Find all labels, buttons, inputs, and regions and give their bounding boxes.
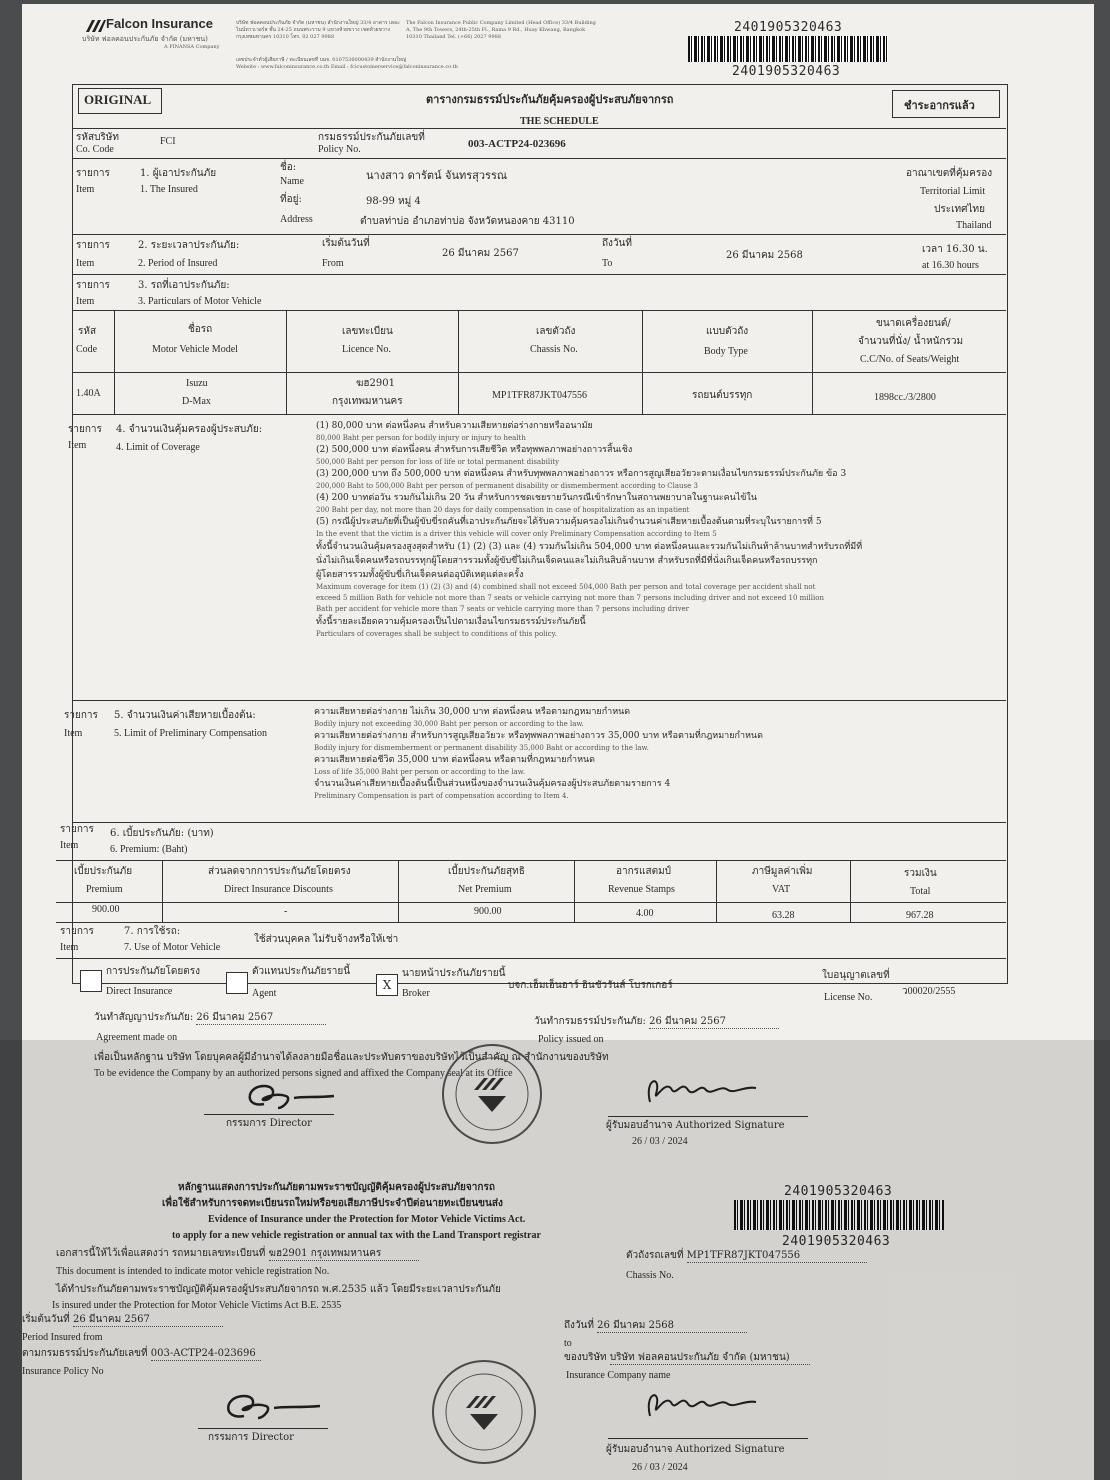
preliminary-line: Bodily injury for dismemberment or permanent disability 35,000 Baht or according to the law. xyxy=(314,744,649,752)
company-name: บริษัท ฟอลคอนประกันภัย จำกัด (มหาชน) xyxy=(610,1352,810,1365)
company-address-en: The Falcon Insurance Public Company Limited (Head Office) 33/4 Building A, The 9th Towers, 24th-25th Fl., Rama 9 Rd., Huay Khwang, Bangkok 10310 Thailand Tel. (+66) 2027 9988 xyxy=(406,20,596,40)
preliminary-line: ความเสียหายต่อชีวิต 35,000 บาท ต่อหนึ่งคน หรือตามที่กฎหมายกำหนด xyxy=(314,755,596,765)
vat-header-th: ภาษีมูลค่าเพิ่ม xyxy=(752,866,813,877)
vat-header-en: VAT xyxy=(772,884,791,895)
agreement-made-date: 26 มีนาคม 2567 xyxy=(196,1012,326,1025)
coverage-line: ทั้งนี้รายละเอียดความคุ้มครองเป็นไปตามเงื่อนไขกรมธรรม์ประกันภัยนี้ xyxy=(316,617,586,627)
from-label-th: เริ่มต้นวันที่ xyxy=(322,238,370,249)
name-label-th: ชื่อ: xyxy=(280,162,297,173)
vat-value: 63.28 xyxy=(772,910,795,921)
premium-header-th: เบี้ยประกันภัย xyxy=(74,866,133,877)
evidence-text-en: To be evidence the Company by an authorized persons signed and affixed the Company seal at its Office xyxy=(94,1068,513,1079)
divider xyxy=(56,922,1006,923)
item6-title-th: 6. เบี้ยประกันภัย: (บาท) xyxy=(110,828,214,839)
time-en: at 16.30 hours xyxy=(922,260,979,271)
divider xyxy=(56,902,1006,903)
preliminary-list xyxy=(314,706,974,802)
time-th: เวลา 16.30 น. xyxy=(922,244,988,255)
item2-title-th: 2. ระยะเวลาประกันภัย: xyxy=(138,240,240,251)
preliminary-line: Loss of life 35,000 Baht per person or according to the law. xyxy=(314,768,526,776)
to-date: 26 มีนาคม 2568 xyxy=(726,250,803,261)
coverage-line: exceed 5 million Bath for vehicle not more than 7 seats or vehicle carrying not more than 7 persons including driver and not exceed 10 million xyxy=(316,594,824,602)
item6-label-th: รายการ xyxy=(60,824,94,835)
divider xyxy=(56,860,1006,861)
vehicle-model-1: Isuzu xyxy=(186,378,208,389)
coverage-line: (3) 200,000 บาท ถึง 500,000 บาท ต่อหนึ่งคน สำหรับทุพพลภาพอย่างถาวร หรือการสูญเสียอวัยวะตามเงื่อนไขกรมธรรม์ประกันภัย ข้อ 3 xyxy=(316,469,847,479)
vehicle-model-2: D-Max xyxy=(182,396,211,407)
discount-header-th: ส่วนลดจากการประกันภัยโดยตรง xyxy=(208,866,351,877)
chassis-line-en: Chassis No. xyxy=(626,1270,674,1281)
name-label-en: Name xyxy=(280,176,304,187)
sig-year: 2024 xyxy=(667,1462,688,1473)
coverage-line: (4) 200 บาทต่อวัน รวมกันไม่เกิน 20 วัน สำหรับการชดเชยรายวันกรณีเข้ารักษาในสถานพยาบาลในฐานะคนไข้ใน xyxy=(316,493,757,503)
direct-insurance-en: Direct Insurance xyxy=(106,986,173,997)
signature-line xyxy=(608,1116,808,1117)
company-seal-icon xyxy=(442,1044,542,1144)
territory-label-th: อาณาเขตที่คุ้มครอง xyxy=(906,168,993,179)
divider xyxy=(72,274,1006,275)
chassis-value: MP1TFR87JKT047556 xyxy=(687,1250,867,1263)
premium-header-en: Premium xyxy=(86,884,123,895)
item2-title-en: 2. Period of Insured xyxy=(138,258,218,269)
period-from-en: Period Insured from xyxy=(22,1332,103,1343)
total-header-en: Total xyxy=(910,886,931,897)
address-label-th: ที่อยู่: xyxy=(280,194,302,205)
policy-issued-en: Policy issued on xyxy=(538,1034,604,1045)
address-line-1: 98-99 หมู่ 4 xyxy=(366,196,421,207)
policy-no-label-th: กรมธรรม์ประกันภัยเลขที่ xyxy=(318,132,425,143)
item7-label-en: Item xyxy=(60,942,79,953)
divider xyxy=(574,860,575,922)
item2-label-en: Item xyxy=(76,258,95,269)
license-number: ว00020/2555 xyxy=(902,986,956,997)
company-website: Website : www.falconinsurance.co.th Email : fcicustomerservice@falconinsurance.co.th xyxy=(236,64,458,70)
divider xyxy=(162,860,163,922)
evidence-title-4: to apply for a new vehicle registration or annual tax with the Land Transport registrar xyxy=(172,1230,541,1241)
vehicle-cc: 1898cc./3/2800 xyxy=(874,392,936,403)
coverage-line: 200 Baht per day, not more than 20 days for daily compensation in case of hospitalization as an inpatient xyxy=(316,506,690,514)
license-label-th: ใบอนุญาตเลขที่ xyxy=(822,970,890,981)
barcode-number-bottom: 2401905320463 xyxy=(732,64,841,79)
coverage-line: Maximum coverage for item (1) (2) (3) and (4) combined shall not exceed 504,000 Bath per person and total coverage per accident shall not xyxy=(316,583,816,591)
coverage-line: Particulars of coverages shall be subject to conditions of this policy. xyxy=(316,630,557,638)
item5-title-en: 5. Limit of Preliminary Compensation xyxy=(114,728,268,739)
policy-no-line-th xyxy=(22,1348,261,1361)
logo-sub2: A FINANSA Company xyxy=(164,44,220,50)
item4-label-en: Item xyxy=(68,440,87,451)
divider xyxy=(72,822,1006,823)
broker-name: บจก.เอ็มเอ็นอาร์ อินชัวรันส์ โบรกเกอร์ xyxy=(508,980,673,991)
schedule-title-th: ตารางกรมธรรม์ประกันภัยคุ้มครองผู้ประสบภัยจากรถ xyxy=(426,93,674,106)
company-address-th: บริษัท ฟอลคอนประกันภัย จำกัด (มหาชน) สำนักงานใหญ่ 33/4 อาคาร เดอะไนน์ทาวเวอร์ส ชั้น 24-25 ถนนพระราม 9 แขวงห้วยขวาง เขตห้วยขวาง กรุงเทพมหานคร 10310 โทร. 02 027 9988 xyxy=(236,20,400,40)
divider xyxy=(850,860,851,922)
period-to-en: to xyxy=(564,1338,572,1349)
sig-day: 26 xyxy=(632,1462,642,1473)
coverage-line: In the event that the victim is a driver this vehicle will cover only Preliminary Compensation according to Item 5 xyxy=(316,530,717,538)
item6-title-en: 6. Premium: (Baht) xyxy=(110,844,188,855)
agent-th: ตัวแทนประกันภัยรายนี้ xyxy=(252,966,351,977)
stamps-header-en: Revenue Stamps xyxy=(608,884,675,895)
item5-label-en: Item xyxy=(64,728,83,739)
col-code-th: รหัส xyxy=(78,326,97,337)
item1-title-en: 1. The Insured xyxy=(140,184,198,195)
chassis-label: ตัวถังรถเลขที่ xyxy=(626,1250,684,1261)
barcode-number-evidence-top: 2401905320463 xyxy=(784,1184,893,1199)
col-model-th: ชื่อรถ xyxy=(188,324,213,335)
license-label-en: License No. xyxy=(824,992,873,1003)
co-code-label-th: รหัสบริษัท xyxy=(76,132,119,143)
total-header-th: รวมเงิน xyxy=(904,868,937,879)
address-line-2: ตำบลท่าบ่อ อำเภอท่าบ่อ จังหวัดหนองคาย 43110 xyxy=(360,216,575,227)
director-label: กรรมการ Director xyxy=(226,1118,312,1129)
reg-line-th xyxy=(56,1248,419,1261)
stamps-value: 4.00 xyxy=(636,908,654,919)
item3-title-en: 3. Particulars of Motor Vehicle xyxy=(138,296,262,307)
agreement-made-en: Agreement made on xyxy=(96,1032,178,1043)
territory-value-en: Thailand xyxy=(956,220,992,231)
agreement-made-th xyxy=(94,1012,326,1025)
sig-day: 26 xyxy=(632,1136,642,1147)
divider xyxy=(114,310,115,414)
divider xyxy=(286,310,287,414)
divider xyxy=(458,310,459,414)
policy-issued-th xyxy=(534,1016,779,1029)
barcode-top xyxy=(688,36,888,62)
reg-label: เอกสารนี้ให้ไว้เพื่อแสดงว่า รถหมายเลขทะเบียนที่ xyxy=(56,1248,266,1259)
col-model-en: Motor Vehicle Model xyxy=(152,344,238,355)
insured-name: นางสาว ดารัตน์ จันทรสุวรรณ xyxy=(366,169,508,182)
divider xyxy=(716,860,717,922)
divider xyxy=(398,860,399,922)
preliminary-line: ความเสียหายต่อร่างกาย สำหรับการสูญเสียอวัยวะ หรือทุพพลภาพอย่างถาวร 35,000 บาท หรือตามที่กฎหมายกำหนด xyxy=(314,731,763,741)
co-code-label-en: Co. Code xyxy=(76,144,114,155)
barcode-evidence xyxy=(734,1200,944,1230)
agent-en: Agent xyxy=(252,988,277,999)
director-signature-icon xyxy=(212,1386,332,1430)
divider xyxy=(72,158,1006,159)
broker-checkbox[interactable]: X xyxy=(376,974,398,996)
from-label-en: From xyxy=(322,258,344,269)
col-body-th: แบบตัวถัง xyxy=(706,326,749,337)
item1-label-en: Item xyxy=(76,184,95,195)
col-cc-th1: ขนาดเครื่องยนต์/ xyxy=(876,318,951,329)
broker-en: Broker xyxy=(402,988,430,999)
direct-insurance-checkbox[interactable] xyxy=(80,970,102,992)
act-line-th: ได้ทำประกันภัยตามพระราชบัญญัติคุ้มครองผู้ประสบภัยจากรถ พ.ศ.2535 แล้ว โดยมีระยะเวลาประกันภัย xyxy=(56,1284,501,1295)
evidence-title-2: เพื่อใช้สำหรับการจดทะเบียนรถใหม่หรือขอเสียภาษีประจำปีต่อนายทะเบียนขนส่ง xyxy=(162,1198,503,1209)
authorized-signature-icon xyxy=(636,1068,766,1112)
coverage-list xyxy=(316,420,976,640)
col-cc-th2: จำนวนที่นั่ง/ น้ำหนักรวม xyxy=(858,336,964,347)
coverage-line: Bath per accident for vehicle more than 7 seats or vehicle carrying more than 7 persons including driver xyxy=(316,605,690,613)
vehicle-chassis: MP1TFR87JKT047556 xyxy=(492,390,588,401)
authorized-label: ผู้รับมอบอำนาจ Authorized Signature xyxy=(606,1120,785,1131)
from-date: 26 มีนาคม 2567 xyxy=(442,248,519,259)
vehicle-licence-2: กรุงเทพมหานคร xyxy=(332,396,403,407)
evidence-text-th: เพื่อเป็นหลักฐาน บริษัท โดยบุคคลผู้มีอำนาจได้ลงลายมือชื่อและประทับตราของบริษัทไว้เป็นสำคัญ ณ สำนักงานของบริษัท xyxy=(94,1052,609,1063)
signature-line xyxy=(204,1114,334,1115)
direct-insurance-th: การประกันภัยโดยตรง xyxy=(106,966,200,977)
coverage-line: 200,000 Baht to 500,000 Baht per person of permanent disability or dismemberment according to Clause 3 xyxy=(316,482,698,490)
company-label: ของบริษัท xyxy=(564,1352,607,1363)
col-licence-en: Licence No. xyxy=(342,344,391,355)
divider xyxy=(642,310,643,414)
barcode-number-evidence-bottom: 2401905320463 xyxy=(782,1234,891,1249)
policy-no-value: 003-ACTP24-023696 xyxy=(468,138,566,150)
vehicle-body: รถยนต์บรรทุก xyxy=(692,390,753,401)
item5-title-th: 5. จำนวนเงินค่าเสียหายเบื้องต้น: xyxy=(114,710,256,721)
evidence-title-3: Evidence of Insurance under the Protection for Motor Vehicle Victims Act. xyxy=(208,1214,526,1225)
policy-document xyxy=(22,4,1094,1480)
address-label-en: Address xyxy=(280,214,313,225)
period-to-label: ถึงวันที่ xyxy=(564,1320,594,1331)
director-signature-icon xyxy=(234,1078,344,1118)
signature-date: 26 / 03 / 2024 xyxy=(632,1136,688,1147)
signature-line xyxy=(608,1438,808,1439)
director-label-2: กรรมการ Director xyxy=(208,1432,294,1443)
item7-title-th: 7. การใช้รถ: xyxy=(124,926,181,937)
vehicle-code: 1.40A xyxy=(76,388,101,399)
territory-value-th: ประเทศไทย xyxy=(934,204,985,215)
item2-label-th: รายการ xyxy=(76,240,110,251)
col-chassis-en: Chassis No. xyxy=(530,344,578,355)
item5-label-th: รายการ xyxy=(64,710,98,721)
divider xyxy=(72,372,1006,373)
item7-title-en: 7. Use of Motor Vehicle xyxy=(124,942,221,953)
net-premium-value: 900.00 xyxy=(474,906,502,917)
item4-title-th: 4. จำนวนเงินคุ้มครองผู้ประสบภัย: xyxy=(116,424,263,435)
period-from-label: เริ่มต้นวันที่ xyxy=(22,1314,70,1325)
item1-title-th: 1. ผู้เอาประกันภัย xyxy=(140,168,217,179)
company-tax: เลขประจำตัวผู้เสียภาษี / ทะเบียนเลขที่ บมจ. 0107536000439 สำนักงานใหญ่ xyxy=(236,57,407,63)
divider xyxy=(56,958,1006,959)
policy-no-label-en: Policy No. xyxy=(318,144,361,155)
to-label-en: To xyxy=(602,258,613,269)
preliminary-line: Bodily injury not exceeding 30,000 Baht per person or according to the law. xyxy=(314,720,584,728)
reg-line-en: This document is intended to indicate motor vehicle registration No. xyxy=(56,1266,330,1277)
item4-label-th: รายการ xyxy=(68,424,102,435)
total-value: 967.28 xyxy=(906,910,934,921)
divider xyxy=(812,310,813,414)
period-to-th xyxy=(564,1320,747,1333)
agent-checkbox[interactable] xyxy=(226,972,248,994)
preliminary-line: จำนวนเงินค่าเสียหายเบื้องต้นนี้เป็นส่วนหนึ่งของจำนวนเงินคุ้มครองผู้ประสบภัยตามรายการ 4 xyxy=(314,779,671,789)
coverage-line: ผู้โดยสารรวมทั้งผู้ขับขี่เกินเจ็ดคนต่ออุบัติเหตุแต่ละครั้ง xyxy=(316,570,524,580)
col-cc-en: C.C/No. of Seats/Weight xyxy=(860,354,960,365)
item3-label-th: รายการ xyxy=(76,280,110,291)
net-premium-header-th: เบี้ยประกันภัยสุทธิ xyxy=(448,866,525,877)
col-licence-th: เลขทะเบียน xyxy=(342,326,393,337)
discount-value: - xyxy=(284,906,288,917)
company-line-th xyxy=(564,1352,810,1365)
sig-month: 03 xyxy=(649,1136,660,1147)
sig-month: 03 xyxy=(649,1462,660,1473)
coverage-line: นั่งไม่เกินเจ็ดคนหรือรถบรรทุกผู้โดยสารรวมทั้งผู้ขับขี่ไม่เกินเจ็ดคนและไม่เกินสิบล้านบาท สำหรับรถที่มีที่นั่งเกินเจ็ดคนหรือรถบรรทุก xyxy=(316,556,818,566)
schedule-title-en: THE SCHEDULE xyxy=(520,116,599,127)
authorized-label-2: ผู้รับมอบอำนาจ Authorized Signature xyxy=(606,1444,785,1455)
signature-date-2: 26 / 03 / 2024 xyxy=(632,1462,688,1473)
col-body-en: Body Type xyxy=(704,346,748,357)
signature-line xyxy=(198,1428,328,1429)
territory-label-en: Territorial Limit xyxy=(920,186,986,197)
evidence-policy-no: 003-ACTP24-023696 xyxy=(151,1348,261,1361)
item3-title-th: 3. รถที่เอาประกันภัย: xyxy=(138,280,230,291)
original-label: ORIGINAL xyxy=(84,92,152,107)
registration-value: ฆฮ2901 กรุงเทพมหานคร xyxy=(269,1248,419,1261)
act-line-en: Is insured under the Protection for Motor Vehicle Victims Act B.E. 2535 xyxy=(52,1300,342,1311)
coverage-line: ทั้งนี้จำนวนเงินคุ้มครองสูงสุดสำหรับ (1) (2) (3) และ (4) รวมกันไม่เกิน 504,000 บาท ต่อหนึ่งคนและรวมกันไม่เกินห้าล้านบาทสำหรับรถที่มีที่ xyxy=(316,542,863,552)
divider xyxy=(72,234,1006,235)
logo-text: Falcon Insurance xyxy=(106,16,213,31)
to-label-th: ถึงวันที่ xyxy=(602,238,632,249)
stamps-header-th: อากรแสตมป์ xyxy=(616,866,672,877)
vehicle-use-value: ใช้ส่วนบุคคล ไม่รับจ้างหรือให้เช่า xyxy=(254,934,399,945)
evidence-policy-label: ตามกรมธรรม์ประกันภัยเลขที่ xyxy=(22,1348,148,1359)
item6-label-en: Item xyxy=(60,840,79,851)
chassis-line-th xyxy=(626,1250,867,1263)
premium-value: 900.00 xyxy=(92,904,120,915)
period-from-date: 26 มีนาคม 2567 xyxy=(73,1314,223,1327)
period-from-th xyxy=(22,1314,223,1327)
net-premium-header-en: Net Premium xyxy=(458,884,512,895)
item3-label-en: Item xyxy=(76,296,95,307)
divider xyxy=(72,414,1006,415)
divider xyxy=(72,310,1006,311)
item7-label-th: รายการ xyxy=(60,926,94,937)
stamp-paid: ชำระอากรแล้ว xyxy=(904,99,975,112)
co-code-value: FCI xyxy=(160,136,176,147)
coverage-line: (1) 80,000 บาท ต่อหนึ่งคน สำหรับความเสียหายต่อร่างกายหรืออนามัย xyxy=(316,421,593,431)
item1-label-th: รายการ xyxy=(76,168,110,179)
authorized-signature-icon xyxy=(636,1382,766,1426)
evidence-title-1: หลักฐานแสดงการประกันภัยตามพระราชบัญญัติคุ้มครองผู้ประสบภัยจากรถ xyxy=(178,1182,495,1193)
vehicle-licence-1: ฆฮ2901 xyxy=(356,378,395,389)
logo-sub: บริษัท ฟอลคอนประกันภัย จำกัด (มหาชน) xyxy=(82,35,208,43)
company-seal-icon xyxy=(432,1360,536,1464)
discount-header-en: Direct Insurance Discounts xyxy=(224,884,333,895)
coverage-line: (5) กรณีผู้ประสบภัยที่เป็นผู้ขับขี่รถคันที่เอาประกันภัยจะได้รับความคุ้มครองไม่เกินจำนวนค่าเสียหายเบื้องต้นตามที่ระบุในรายการที่ 5 xyxy=(316,517,822,527)
company-line-en: Insurance Company name xyxy=(566,1370,671,1381)
policy-issued-date: 26 มีนาคม 2567 xyxy=(649,1016,779,1029)
coverage-line: (2) 500,000 บาท ต่อหนึ่งคน สำหรับการเสียชีวิต หรือทุพพลภาพอย่างถาวรสิ้นเชิง xyxy=(316,445,633,455)
item4-title-en: 4. Limit of Coverage xyxy=(116,442,200,453)
policy-issued-label: วันทำกรมธรรม์ประกันภัย: xyxy=(534,1016,646,1027)
divider xyxy=(72,700,1006,701)
col-chassis-th: เลขตัวถัง xyxy=(536,326,576,337)
sig-year: 2024 xyxy=(667,1136,688,1147)
coverage-line: 500,000 Baht per person for loss of life or total permanent disability xyxy=(316,458,560,466)
broker-th: นายหน้าประกันภัยรายนี้ xyxy=(402,968,506,979)
agreement-made-label: วันทำสัญญาประกันภัย: xyxy=(94,1012,194,1023)
coverage-line: 80,000 Baht per person for bodily injury or injury to health xyxy=(316,434,526,442)
preliminary-line: Preliminary Compensation is part of compensation according to Item 4. xyxy=(314,792,569,800)
divider xyxy=(72,128,1006,129)
period-to-date: 26 มีนาคม 2568 xyxy=(597,1320,747,1333)
preliminary-line: ความเสียหายต่อร่างกาย ไม่เกิน 30,000 บาท ต่อหนึ่งคน หรือตามกฎหมายกำหนด xyxy=(314,707,631,717)
barcode-number-top: 2401905320463 xyxy=(734,20,843,35)
col-code-en: Code xyxy=(76,344,98,355)
policy-no-line-en: Insurance Policy No xyxy=(22,1366,104,1377)
